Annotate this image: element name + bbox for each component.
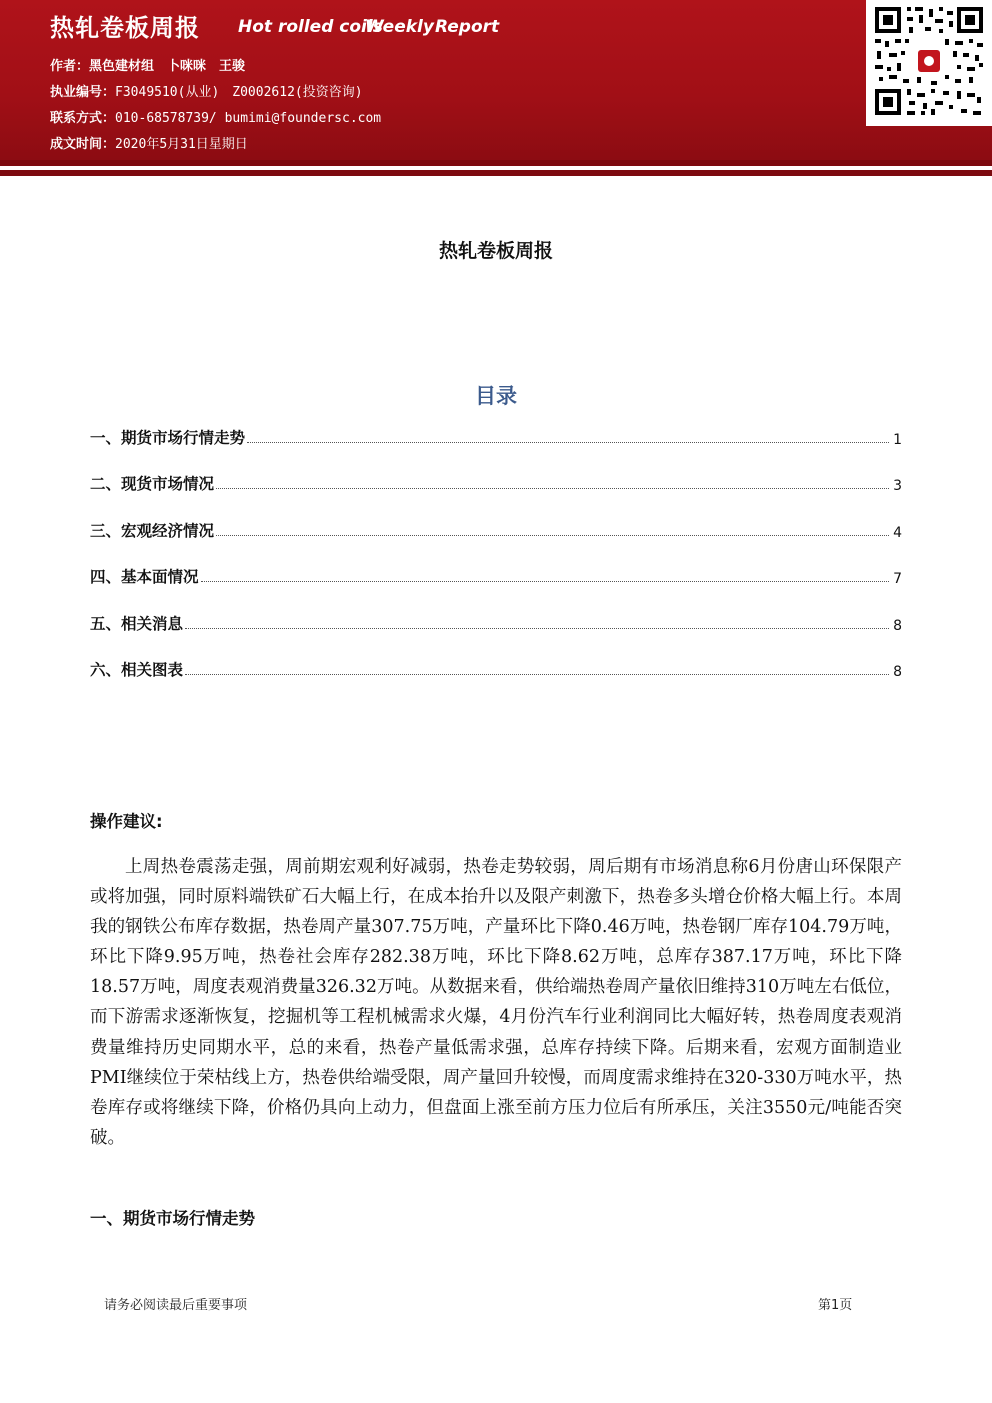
license-line [50, 81, 363, 100]
toc-leader-dots [216, 488, 889, 489]
toc-item[interactable] [90, 656, 902, 680]
author-line [50, 55, 245, 74]
toc-leader-dots [247, 442, 889, 443]
header-divider-2 [0, 170, 992, 176]
contact-line [50, 107, 381, 126]
toc-item[interactable] [90, 517, 902, 541]
toc-item-label: 五、相关消息 [90, 615, 184, 633]
license-value: F3049510(从业) Z0002612(投资咨询) [115, 85, 363, 100]
toc-title: 目录 [475, 384, 517, 408]
toc-item-label: 一、期货市场行情走势 [90, 429, 246, 447]
qr-code-icon [873, 5, 985, 117]
header-title-en-3: Report [435, 17, 500, 37]
toc-item-label: 六、相关图表 [90, 661, 184, 679]
toc-item[interactable] [90, 424, 902, 448]
toc-item[interactable] [90, 470, 902, 494]
document-title: 热轧卷板周报 [438, 240, 553, 262]
toc-item-page: 7 [893, 571, 902, 587]
header-title-en-2: Weekly [365, 17, 434, 37]
date-line [50, 133, 248, 152]
section-heading-futures: 一、期货市场行情走势 [90, 1209, 255, 1228]
footer-page-number: 第1页 [818, 1298, 853, 1313]
toc-item-label: 四、基本面情况 [90, 568, 199, 586]
toc-item-page: 4 [893, 525, 902, 541]
toc-leader-dots [185, 674, 889, 675]
toc-item-page: 3 [893, 478, 902, 494]
toc-item[interactable] [90, 563, 902, 587]
header-title-en-1: Hot rolled coils [238, 17, 383, 37]
toc-item-label: 二、现货市场情况 [90, 475, 215, 493]
advice-heading: 操作建议: [90, 812, 163, 831]
author-value: 黑色建材组 卜咪咪 王骏 [89, 59, 246, 74]
report-header-banner [0, 0, 992, 160]
toc-item-page: 8 [893, 618, 902, 634]
toc-leader-dots [201, 581, 890, 582]
toc-item[interactable] [90, 610, 902, 634]
advice-paragraph: 上周热卷震荡走强，周前期宏观利好减弱，热卷走势较弱，周后期有市场消息称6月份唐山环保限产或将加强，同时原料端铁矿石大幅上行，在成本抬升以及限产刺激下，热卷多头增仓价格大幅上行。本周我的钢铁公布库存数据，热卷周产量307.75万吨，产量环比下降0.46万吨，热卷钢厂库存104.79万吨，环比下降9.95万吨，热卷社会库存282.38万吨，环比下降8.62万吨，总库存387.17万吨，环比下降18.57万吨，周度表观消费量326.32万吨。从数据来看，供给端热卷周产量依旧维持310万吨左右低位，而下游需求逐渐恢复，挖掘机等工程机械需求火爆，4月份汽车行业利润同比大幅好转，热卷周度表观消费量维持历史同期水平，总的来看，热卷产量低需求强，总库存持续下降。后期来看，宏观方面制造业PMI继续位于荣枯线上方，热卷供给端受限，周产量回升较慢，而周度需求维持在320-330万吨水平，热卷库存或将继续下降，价格仍具向上动力，但盘面上涨至前方压力位后有所承压，关注3550元/吨能否突破。 [90, 857, 902, 1148]
qr-code [866, 0, 992, 126]
toc-item-label: 三、宏观经济情况 [90, 522, 215, 540]
date-label: 成文时间： [50, 137, 116, 152]
date-value: 2020年5月31日星期日 [115, 137, 248, 152]
license-label: 执业编号： [50, 85, 116, 100]
toc-leader-dots [216, 535, 889, 536]
toc-item-page: 8 [893, 664, 902, 680]
author-label: 作者： [50, 59, 90, 74]
toc-item-page: 1 [893, 432, 902, 448]
header-divider-1 [0, 160, 992, 166]
toc-leader-dots [185, 628, 889, 629]
header-title-cn: 热轧卷板周报 [50, 14, 200, 42]
contact-label: 联系方式： [50, 111, 116, 126]
footer-notice: 请务必阅读最后重要事项 [104, 1298, 248, 1313]
contact-value: 010-68578739/ bumimi@foundersc.com [115, 111, 382, 126]
